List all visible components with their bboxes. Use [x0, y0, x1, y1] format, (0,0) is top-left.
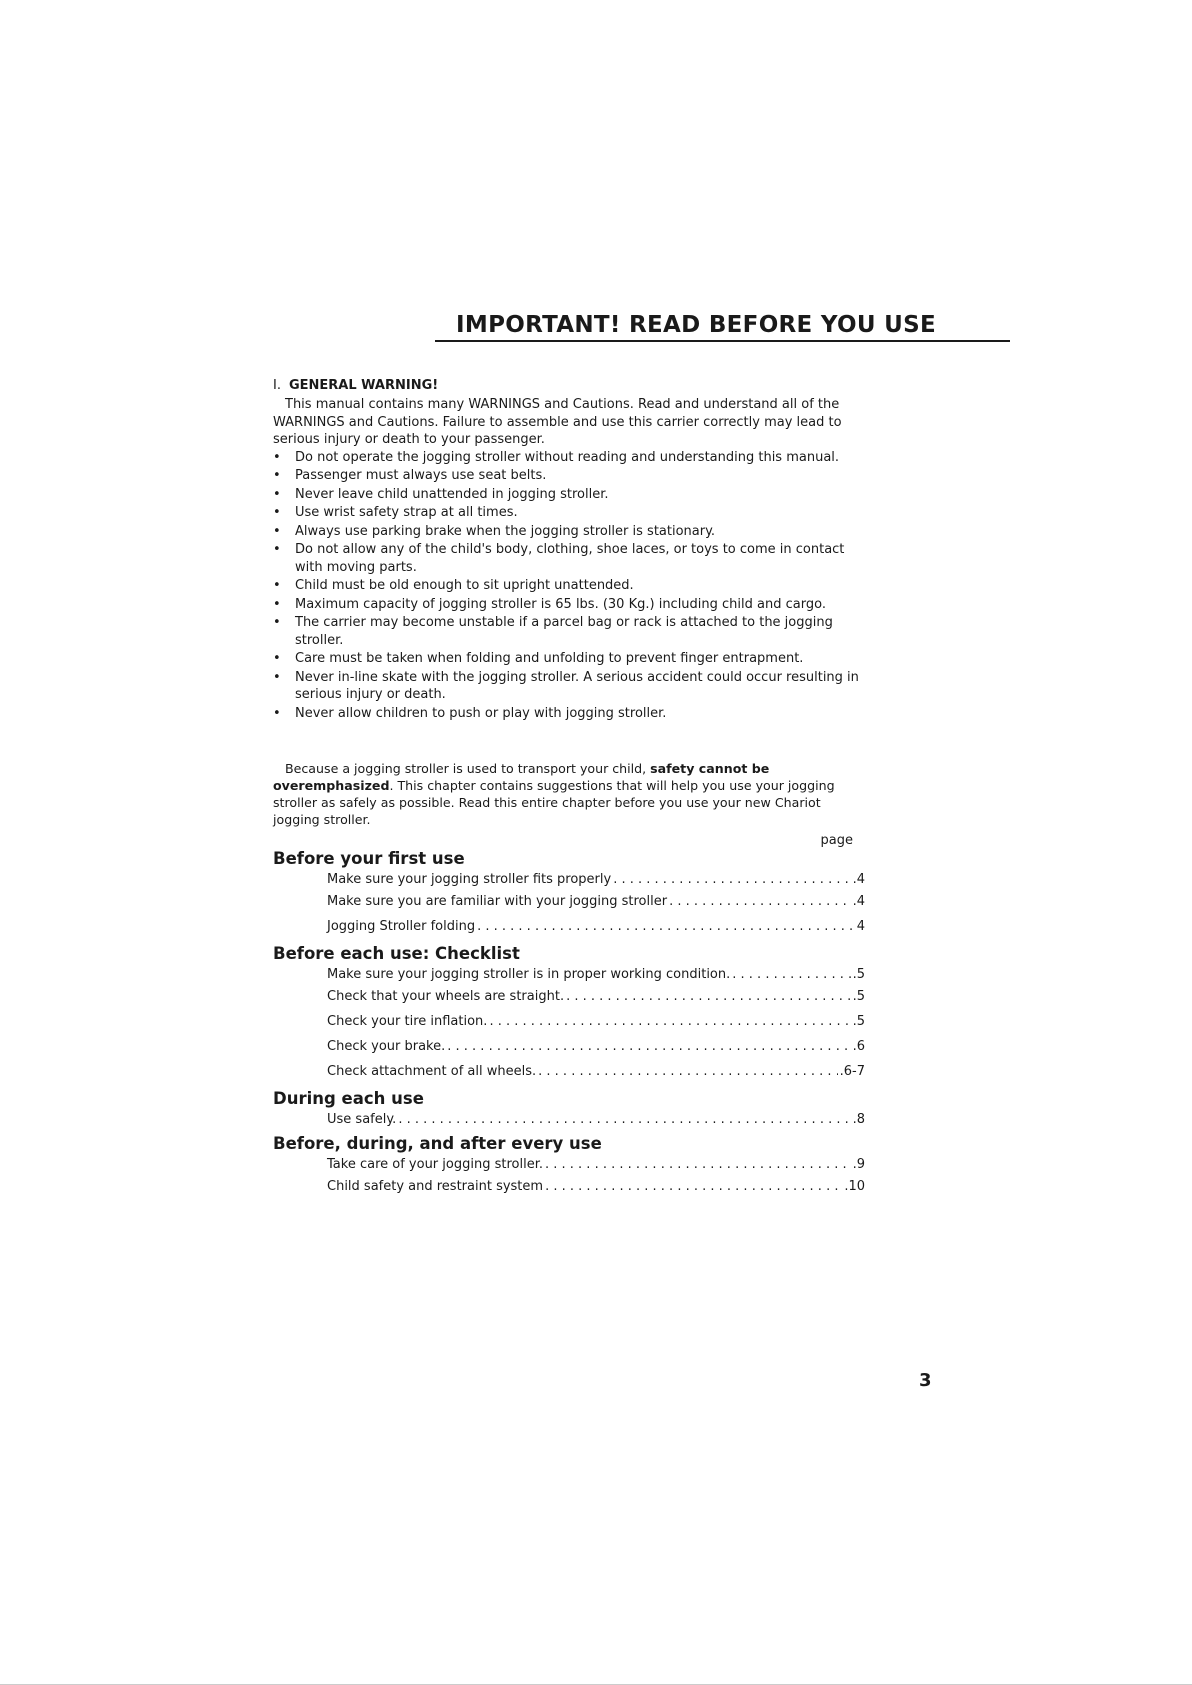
section-number: I. [273, 378, 281, 393]
toc-entry[interactable] [327, 889, 865, 914]
bullet-icon: • [273, 505, 281, 520]
warning-item-text: Never leave child unattended in jogging stroller. [295, 486, 609, 502]
intro-text-before: Because a jogging stroller is used to transport your child, [285, 761, 651, 776]
toc-entry[interactable] [327, 1034, 865, 1059]
toc-entry[interactable] [327, 1009, 865, 1034]
toc-dot-leader [545, 1155, 851, 1174]
toc-page-column-label: page [820, 833, 853, 848]
warning-item [273, 669, 865, 704]
toc-section-heading: Before each use: Checklist [273, 944, 520, 963]
toc-entry[interactable] [327, 965, 865, 984]
toc-entry-label: Make sure you are familiar with your jogging stroller [327, 894, 668, 909]
bullet-icon: • [273, 615, 281, 630]
warning-item-text: Always use parking brake when the jogging stroller is stationary. [295, 523, 716, 539]
toc-dot-leader [489, 1009, 850, 1034]
toc-entry[interactable] [327, 870, 865, 889]
toc-entry-label: Check your tire inflation. [327, 1014, 488, 1029]
warning-item-text: Never allow children to push or play with jogging stroller. [295, 705, 667, 721]
general-warning-paragraph: This manual contains many WARNINGS and Cautions. Read and understand all of the WARNINGS and Cautions. Failure to assemble and use this carrier correctly may lead to serious injury or death to your passenger. [273, 397, 842, 447]
toc-entry-label: Jogging Stroller folding [327, 919, 476, 934]
toc-entry-page: .10 [844, 1179, 865, 1194]
page-title: IMPORTANT! READ BEFORE YOU USE [456, 312, 936, 338]
toc-entry-page: 4 [856, 919, 865, 934]
toc-entry-page: .8 [852, 1112, 865, 1127]
warning-item-text: Maximum capacity of jogging stroller is 65 lbs. (30 Kg.) including child and cargo. [295, 596, 826, 612]
warning-item [273, 650, 865, 668]
bullet-icon: • [273, 651, 281, 666]
toc-dot-leader [447, 1034, 850, 1059]
warning-item [273, 449, 865, 467]
toc-section-heading: During each use [273, 1089, 424, 1108]
toc-dot-leader [669, 889, 851, 914]
toc-dot-leader [566, 984, 851, 1009]
warning-item [273, 541, 865, 576]
page-number: 3 [919, 1370, 932, 1391]
warning-item-text: Use wrist safety strap at all times. [295, 505, 518, 520]
intro-text-after: . This chapter contains suggestions that will help you use your jogging stroller as safely as possible. Read this entire chapter before you use your new Chariot jogging stroller. [273, 778, 835, 827]
bullet-icon: • [273, 578, 281, 593]
toc-entry-label: Check that your wheels are straight. [327, 989, 565, 1004]
warning-item [273, 504, 865, 522]
toc-entry-label: Make sure your jogging stroller is in proper working condition. [327, 967, 731, 982]
toc-entry-page: .4 [852, 894, 865, 909]
toc-entry[interactable] [327, 914, 865, 939]
warning-item-text: Child must be old enough to sit upright unattended. [295, 578, 634, 593]
bullet-icon: • [273, 523, 281, 539]
toc-entry[interactable] [327, 1155, 865, 1174]
warning-item [273, 614, 865, 649]
bullet-icon: • [273, 596, 281, 612]
warning-item-text: Do not operate the jogging stroller without reading and understanding this manual. [295, 449, 840, 465]
intro-text-bold: safety cannot be overemphasized [273, 761, 770, 793]
warning-item [273, 577, 865, 595]
warning-list [273, 449, 865, 723]
bullet-icon: • [273, 449, 281, 465]
toc-entry[interactable] [327, 1110, 865, 1129]
warning-item-text: Care must be taken when folding and unfolding to prevent finger entrapment. [295, 651, 804, 666]
warning-item [273, 486, 865, 504]
toc-entry-page: .5 [852, 967, 865, 982]
section-heading-text: GENERAL WARNING! [288, 378, 439, 393]
warning-item [273, 523, 865, 541]
toc-entry-page: .5 [852, 1014, 865, 1029]
warning-item-text: The carrier may become unstable if a parcel bag or rack is attached to the jogging stroller. [295, 615, 833, 648]
toc-entry-label: Use safely. [327, 1112, 397, 1127]
toc-entry[interactable] [327, 1059, 865, 1084]
page-title-bar [435, 312, 1010, 342]
toc-dot-leader [545, 1174, 842, 1199]
bullet-icon: • [273, 705, 281, 721]
toc-dot-leader [477, 914, 853, 939]
toc-entry[interactable] [327, 984, 865, 1009]
toc-entry-page: .9 [852, 1157, 865, 1172]
toc-section-heading: Before your first use [273, 849, 465, 868]
toc-entry-label: Check attachment of all wheels. [327, 1064, 537, 1079]
toc-dot-leader [732, 965, 850, 984]
toc-dot-leader [398, 1110, 850, 1129]
warning-item [273, 705, 865, 723]
toc-dot-leader [613, 870, 850, 889]
toc-entry-label: Take care of your jogging stroller. [327, 1157, 543, 1172]
warning-item-text: Never in-line skate with the jogging stroller. A serious accident could occur resulting in serious injury or death. [295, 669, 859, 702]
toc-dot-leader [538, 1059, 837, 1084]
bullet-icon: • [273, 542, 281, 557]
toc-entry-label: Child safety and restraint system [327, 1179, 544, 1194]
toc-entry[interactable] [327, 1174, 865, 1199]
toc-section-heading: Before, during, and after every use [273, 1134, 602, 1153]
bullet-icon: • [273, 468, 281, 483]
toc-entry-page: .5 [852, 989, 865, 1004]
intro-paragraph [273, 760, 865, 828]
warning-item [273, 596, 865, 614]
toc-entry-page: .4 [852, 872, 865, 887]
warning-item [273, 467, 865, 485]
toc-entry-page: .6-7 [839, 1064, 865, 1079]
page-content [273, 374, 865, 1199]
toc-entry-label: Check your brake. [327, 1039, 446, 1054]
toc-entry-label: Make sure your jogging stroller fits properly [327, 872, 612, 887]
bullet-icon: • [273, 486, 281, 502]
general-warning-heading [273, 376, 865, 396]
warning-item-text: Passenger must always use seat belts. [295, 468, 547, 483]
warning-item-text: Do not allow any of the child's body, clothing, shoe laces, or toys to come in contact with moving parts. [295, 542, 845, 575]
bullet-icon: • [273, 669, 281, 685]
toc-entry-page: .6 [852, 1039, 865, 1054]
table-of-contents [273, 848, 865, 1199]
